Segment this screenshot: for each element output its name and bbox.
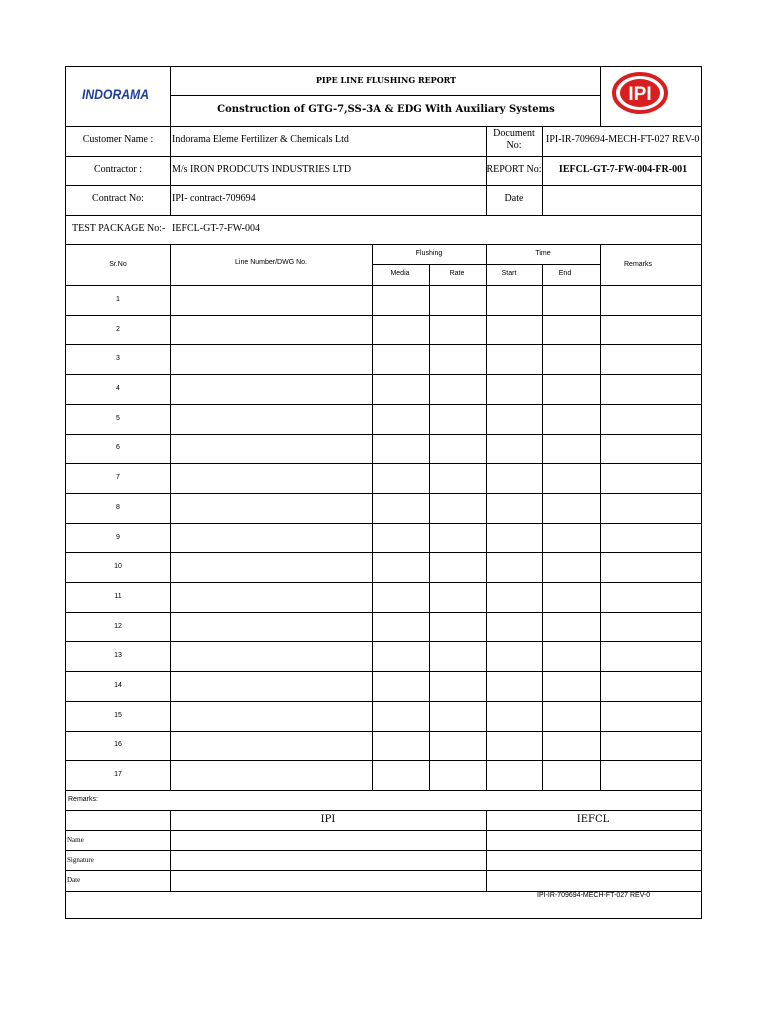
row-srno: 12 [114,622,122,630]
report-title: PIPE LINE FLUSHING REPORT [315,75,457,85]
iefcl-signature-field[interactable] [487,851,701,870]
contractor-value: M/s IRON PRODCUTS INDUSTRIES LTD [172,164,352,175]
row-srno: 16 [114,741,122,749]
col-header-time: Time [535,250,551,257]
row-srno: 1 [116,295,120,303]
remarks-field[interactable] [106,791,701,809]
document-no-label: Document [493,128,535,139]
row-srno: 7 [116,474,120,482]
ipi-signoff-header: IPI [320,814,336,825]
row-srno: 10 [114,563,122,571]
indorama-logo [81,83,151,103]
test-package-label: TEST PACKAGE No:- [72,223,166,234]
col-header-flushing: Flushing [415,250,443,257]
table-row[interactable] [171,613,701,641]
col-header-rate: Rate [449,270,465,277]
iefcl-name-field[interactable] [487,831,701,850]
contractor-label: Contractor : [93,164,143,175]
row-srno: 5 [116,414,120,422]
row-srno: 9 [116,533,120,541]
table-row[interactable] [171,761,701,789]
customer-name-label: Customer Name : [82,134,154,145]
remarks-label: Remarks: [68,796,98,803]
table-row[interactable] [171,583,701,611]
table-row[interactable] [171,375,701,403]
row-srno: 2 [116,325,120,333]
col-header-srno: Sr.No [109,261,127,268]
document-no-value: IPI-IR-709694-MECH-FT-027 REV-0 [546,134,700,145]
table-row[interactable] [171,524,701,552]
signoff-name-label: Name [67,836,84,844]
signoff-signature-label: Signature [67,856,94,864]
table-row[interactable] [171,553,701,581]
date-field[interactable] [543,186,701,214]
row-srno: 4 [116,385,120,392]
row-srno: 13 [114,652,122,660]
iefcl-date-field[interactable] [487,871,701,890]
row-srno: 6 [116,444,120,452]
footer-document-reference: IPI-IR-709694-MECH-FT-027 REV-0 [537,892,651,899]
table-row[interactable] [171,494,701,522]
indorama-logo-text: INDORAMA [82,86,149,102]
project-subtitle: Construction of GTG-7,SS-3A & EDG With Auxiliary Systems [217,104,555,115]
col-header-line-number: Line Number/DWG No. [235,259,307,266]
table-row[interactable] [171,286,701,314]
report-no-label: REPORT No: [486,164,542,175]
col-header-end: End [558,270,572,277]
contract-no-value: IPI- contract-709694 [172,193,256,204]
date-label: Date [504,193,524,204]
table-row[interactable] [171,702,701,730]
col-header-media: Media [390,270,410,277]
report-no-value: IEFCL-GT-7-FW-004-FR-001 [558,164,688,175]
table-row[interactable] [171,732,701,760]
table-row[interactable] [171,642,701,670]
row-srno: 17 [114,771,122,779]
customer-name-value: Indorama Eleme Fertilizer & Chemicals Ltd [172,134,349,145]
row-srno: 11 [114,592,122,600]
ipi-signature-field[interactable] [171,851,485,870]
row-srno: 3 [116,355,120,363]
table-row[interactable] [171,672,701,700]
row-srno: 15 [114,711,122,719]
ipi-logo [612,71,668,115]
ipi-date-field[interactable] [171,871,485,890]
col-header-remarks: Remarks [623,261,653,268]
row-srno: 14 [114,681,122,689]
document-no-label-2: No: [506,140,522,151]
contract-no-label: Contract No: [92,193,144,204]
table-row[interactable] [171,435,701,463]
table-row[interactable] [171,405,701,433]
table-row[interactable] [171,345,701,373]
table-row[interactable] [171,316,701,344]
iefcl-signoff-header: IEFCL [576,814,610,825]
signoff-date-label: Date [67,876,81,884]
ipi-logo-text: IPI [628,84,652,105]
ipi-name-field[interactable] [171,831,485,850]
row-srno: 8 [116,503,120,511]
table-row[interactable] [171,464,701,492]
test-package-value: IEFCL-GT-7-FW-004 [172,223,260,234]
flushing-report-form [65,66,702,919]
col-header-start: Start [501,270,517,277]
